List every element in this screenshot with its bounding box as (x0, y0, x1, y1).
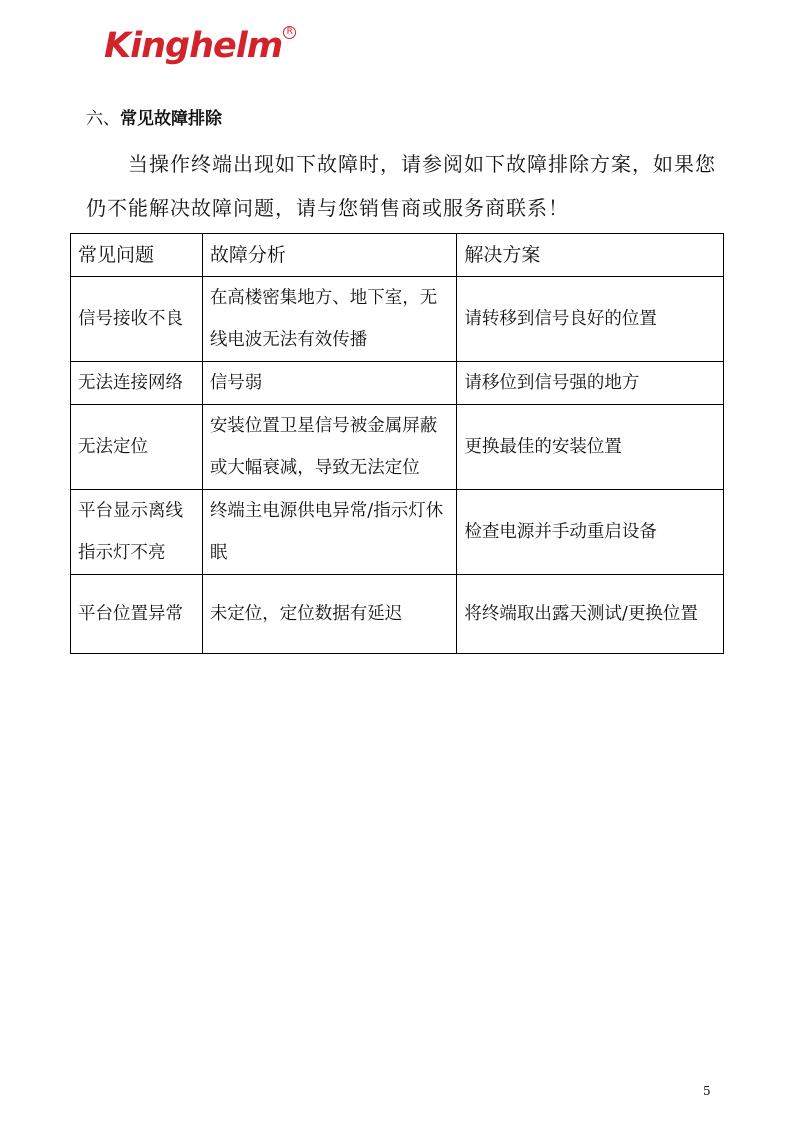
header-solution: 解决方案 (457, 234, 724, 277)
cell-analysis: 未定位，定位数据有延迟 (202, 575, 457, 654)
cell-problem: 平台位置异常 (71, 575, 203, 654)
troubleshooting-table (70, 233, 724, 654)
table-row (71, 362, 724, 405)
intro-paragraph: 当操作终端出现如下故障时，请参阅如下故障排除方案，如果您仍不能解决故障问题，请与您销售商或服务商联系！ (86, 152, 716, 220)
cell-solution: 将终端取出露天测试/更换位置 (457, 575, 724, 654)
kinghelm-logo (104, 26, 296, 72)
cell-solution: 更换最佳的安装位置 (457, 405, 724, 490)
table-row (71, 277, 724, 362)
table-row (71, 575, 724, 654)
cell-solution: 检查电源并手动重启设备 (457, 490, 724, 575)
section-number: 六、 (86, 109, 120, 129)
section-title: 常见故障排除 (120, 109, 222, 129)
section-heading (86, 107, 222, 131)
cell-problem: 无法连接网络 (71, 362, 203, 405)
table-row (71, 490, 724, 575)
cell-problem: 信号接收不良 (71, 277, 203, 362)
header-common-problem: 常见问题 (71, 234, 203, 277)
header-fault-analysis: 故障分析 (202, 234, 457, 277)
logo-wordmark: Kinghelm (104, 26, 283, 66)
registered-mark-icon: R (283, 26, 296, 39)
cell-analysis: 在高楼密集地方、地下室，无线电波无法有效传播 (202, 277, 457, 362)
cell-analysis: 安装位置卫星信号被金属屏蔽或大幅衰减，导致无法定位 (202, 405, 457, 490)
cell-solution: 请移位到信号强的地方 (457, 362, 724, 405)
cell-analysis: 信号弱 (202, 362, 457, 405)
cell-problem: 无法定位 (71, 405, 203, 490)
table-header-row (71, 234, 724, 277)
cell-solution: 请转移到信号良好的位置 (457, 277, 724, 362)
table-row (71, 405, 724, 490)
cell-analysis: 终端主电源供电异常/指示灯休眠 (202, 490, 457, 575)
page-number: 5 (703, 1084, 711, 1098)
cell-problem: 平台显示离线指示灯不亮 (71, 490, 203, 575)
